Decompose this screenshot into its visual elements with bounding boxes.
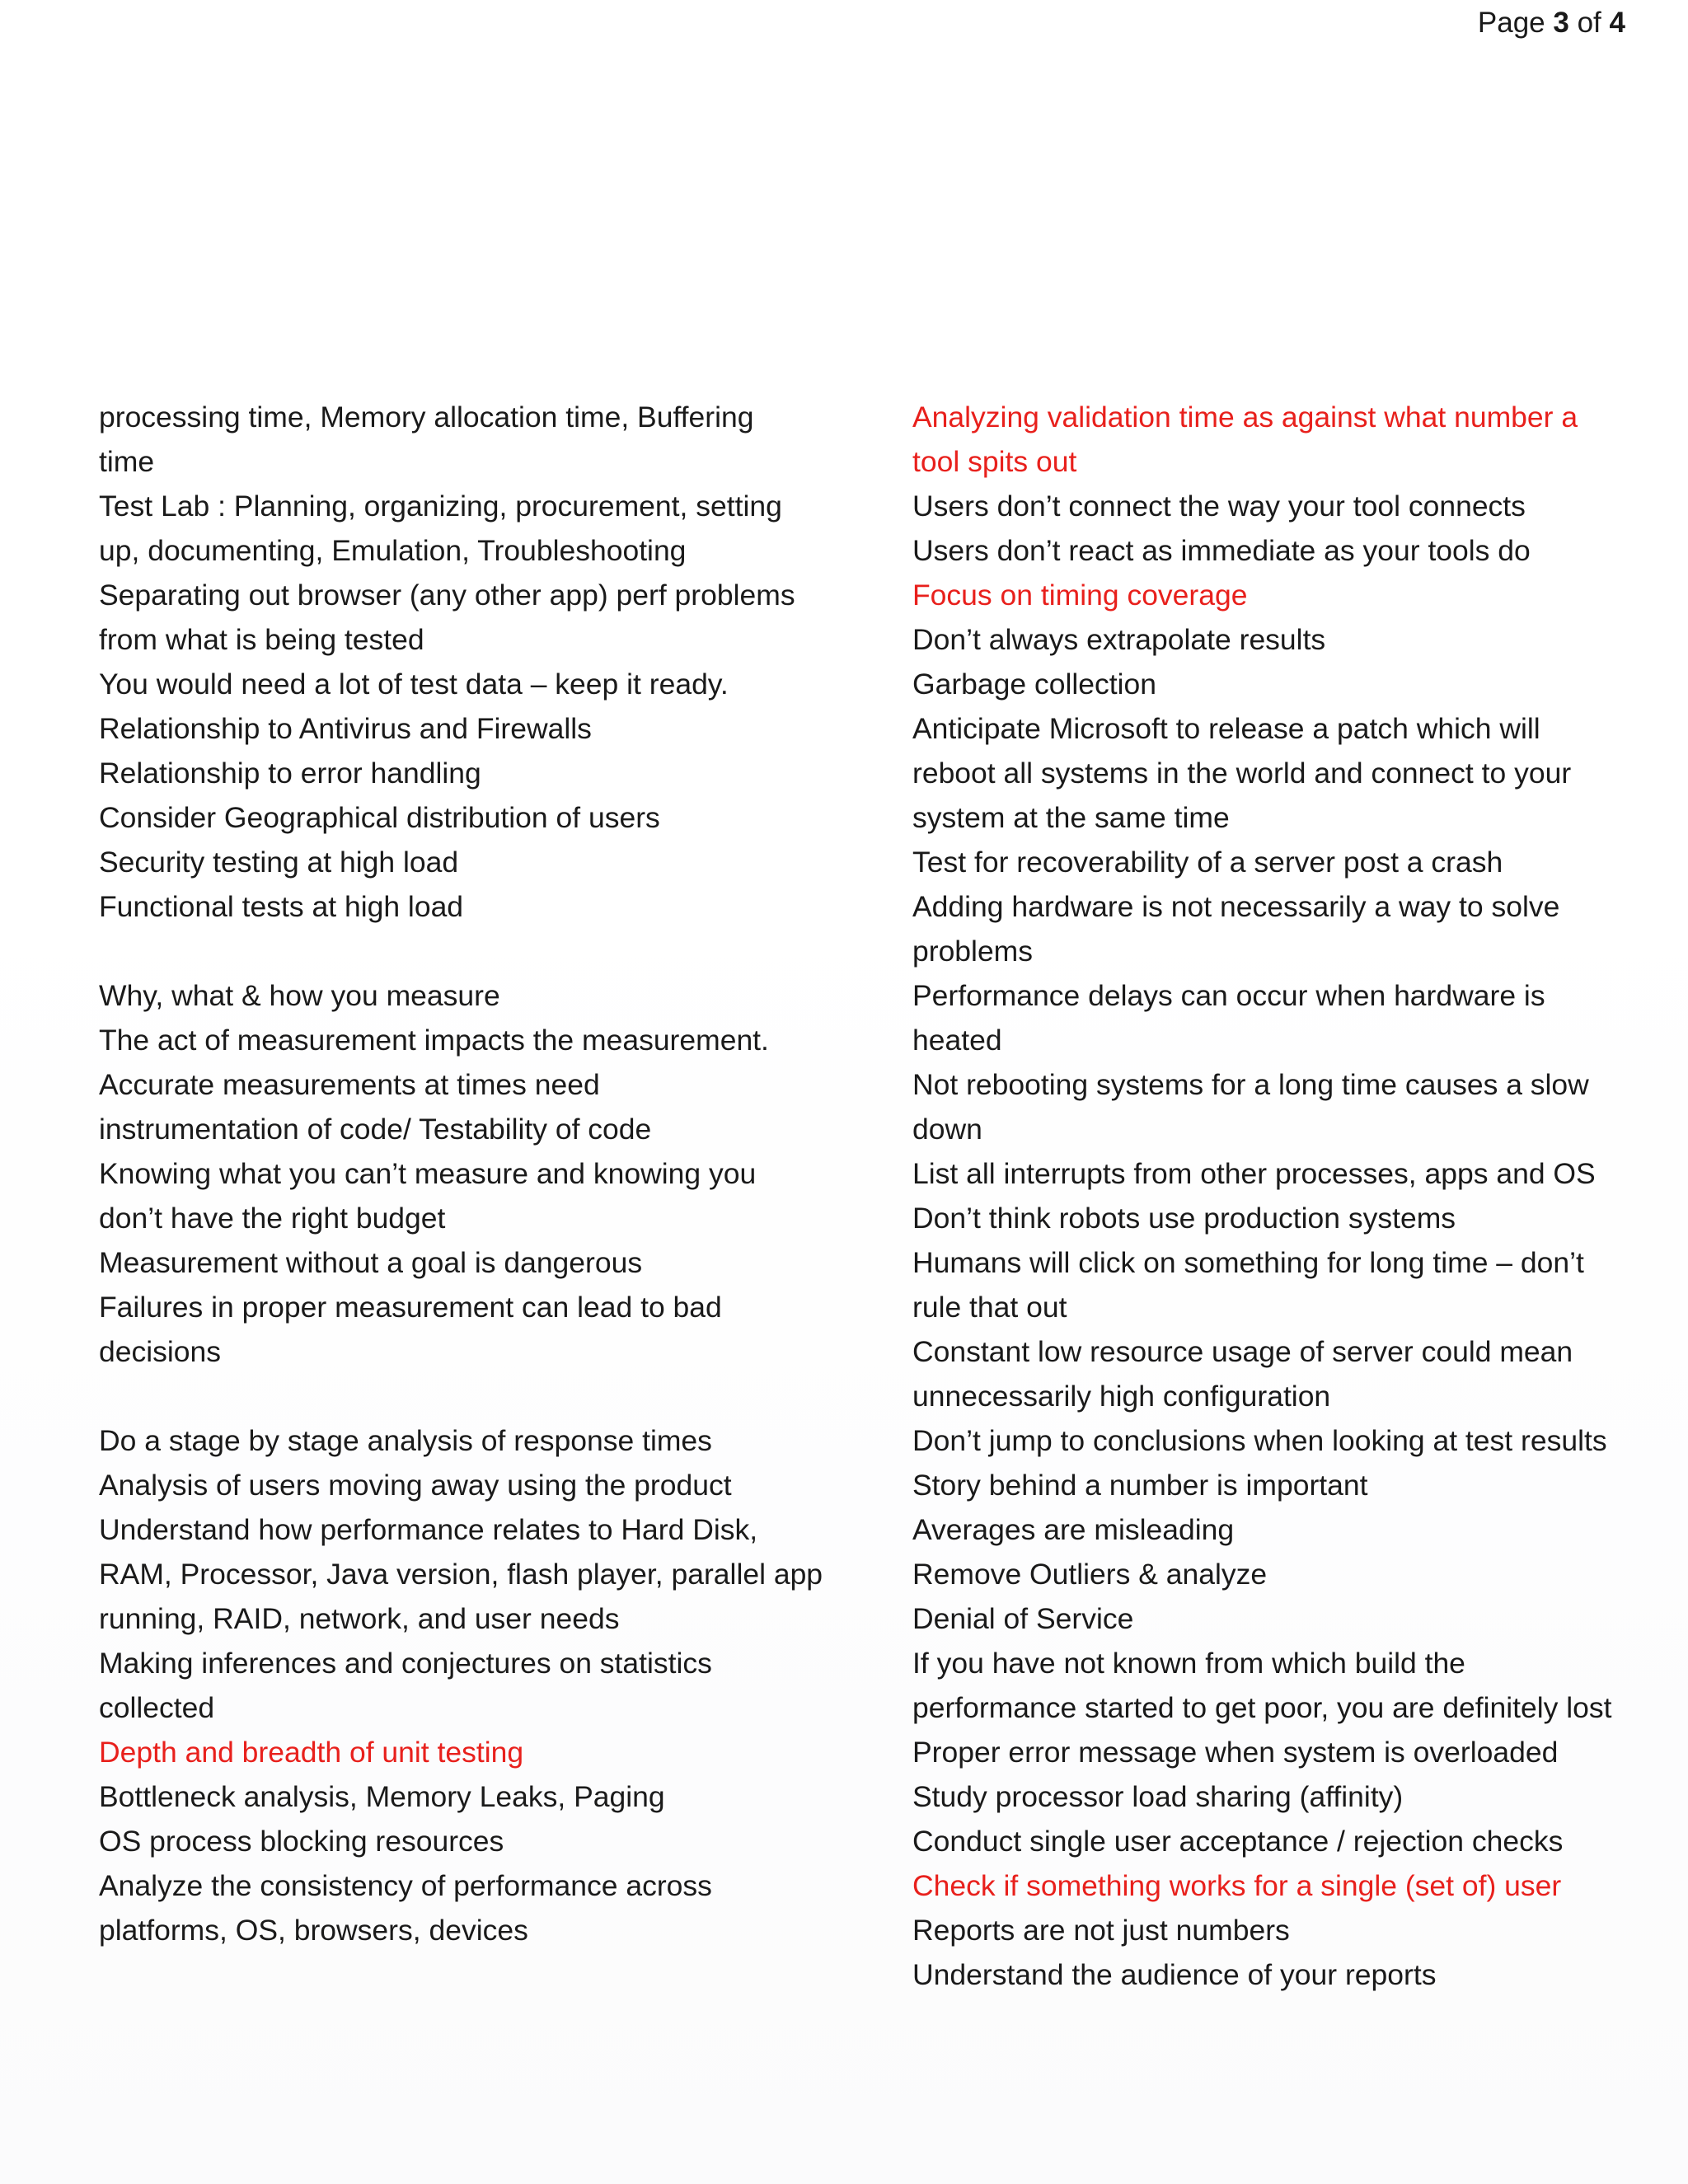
note-line: Averages are misleading	[912, 1513, 1235, 1546]
note-line: Understand the audience of your reports	[912, 1958, 1437, 1991]
note-line: Reports are not just numbers	[912, 1914, 1290, 1947]
note-line: down	[912, 1113, 982, 1146]
note-line: reboot all systems in the world and connect to your	[912, 757, 1572, 790]
left-text-column	[99, 395, 824, 1952]
highlighted-note-line: Focus on timing coverage	[912, 579, 1248, 612]
highlighted-note-line: tool spits out	[912, 445, 1077, 478]
note-line: platforms, OS, browsers, devices	[99, 1914, 528, 1947]
note-line: system at the same time	[912, 801, 1230, 834]
highlighted-note-line: Analyzing validation time as against what number a	[912, 401, 1578, 434]
note-line: RAM, Processor, Java version, flash player, parallel app	[99, 1558, 823, 1591]
highlighted-note-line: Depth and breadth of unit testing	[99, 1736, 524, 1769]
note-line: Anticipate Microsoft to release a patch which will	[912, 712, 1540, 745]
note-line: don’t have the right budget	[99, 1202, 446, 1235]
note-line: Relationship to Antivirus and Firewalls	[99, 712, 592, 745]
note-line: unnecessarily high configuration	[912, 1380, 1331, 1413]
note-line: running, RAID, network, and user needs	[99, 1602, 620, 1635]
note-line: Study processor load sharing (affinity)	[912, 1780, 1404, 1813]
note-line: Do a stage by stage analysis of response times	[99, 1424, 712, 1457]
note-line: rule that out	[912, 1291, 1067, 1324]
note-line: Denial of Service	[912, 1602, 1134, 1635]
note-line: Test for recoverability of a server post a crash	[912, 846, 1503, 879]
total-pages-number: 4	[1609, 7, 1625, 39]
note-line: Relationship to error handling	[99, 757, 481, 790]
section-heading: Why, what & how you measure	[99, 979, 500, 1012]
note-line: Analyze the consistency of performance across	[99, 1869, 712, 1902]
note-line: If you have not known from which build the	[912, 1647, 1465, 1680]
note-line: Accurate measurements at times need	[99, 1068, 600, 1101]
note-line: Don’t think robots use production systems	[912, 1202, 1456, 1235]
note-line: Proper error message when system is overloaded	[912, 1736, 1559, 1769]
note-line: collected	[99, 1691, 215, 1724]
note-line: Functional tests at high load	[99, 890, 464, 923]
note-line: Bottleneck analysis, Memory Leaks, Paging	[99, 1780, 665, 1813]
note-line: Conduct single user acceptance / rejection checks	[912, 1825, 1564, 1858]
note-line: OS process blocking resources	[99, 1825, 504, 1858]
note-line: Separating out browser (any other app) perf problems	[99, 579, 795, 612]
note-line: You would need a lot of test data – keep it ready.	[99, 668, 729, 701]
note-line: Not rebooting systems for a long time causes a slow	[912, 1068, 1589, 1101]
note-line: problems	[912, 935, 1034, 968]
page-separator: of	[1577, 7, 1601, 39]
note-line: Users don’t react as immediate as your tools do	[912, 534, 1531, 567]
current-page-number: 3	[1553, 7, 1569, 39]
note-line: instrumentation of code/ Testability of code	[99, 1113, 652, 1146]
note-line: up, documenting, Emulation, Troubleshooting	[99, 534, 687, 567]
note-line: decisions	[99, 1335, 221, 1368]
note-line: Story behind a number is important	[912, 1469, 1368, 1502]
note-line: Constant low resource usage of server could mean	[912, 1335, 1573, 1368]
note-line: Humans will click on something for long time – don’t	[912, 1246, 1584, 1279]
note-line: Understand how performance relates to Hard Disk,	[99, 1513, 758, 1546]
blank-line	[99, 929, 824, 973]
note-line: Garbage collection	[912, 668, 1157, 701]
note-line: Don’t jump to conclusions when looking at test results	[912, 1424, 1607, 1457]
note-line: Measurement without a goal is dangerous	[99, 1246, 643, 1279]
note-line: processing time, Memory allocation time, Buffering	[99, 401, 754, 434]
note-line: performance started to get poor, you are definitely lost	[912, 1691, 1612, 1724]
page-number	[1478, 7, 1625, 40]
note-line: Test Lab : Planning, organizing, procurement, setting	[99, 490, 782, 523]
note-line: Don’t always extrapolate results	[912, 623, 1326, 656]
blank-line	[99, 1374, 824, 1418]
note-line: Knowing what you can’t measure and knowing you	[99, 1157, 757, 1190]
note-line: Failures in proper measurement can lead to bad	[99, 1291, 722, 1324]
note-line: List all interrupts from other processes, apps and OS	[912, 1157, 1596, 1190]
note-line: Security testing at high load	[99, 846, 459, 879]
note-line: heated	[912, 1024, 1002, 1057]
note-line: time	[99, 445, 155, 478]
note-line: Remove Outliers & analyze	[912, 1558, 1268, 1591]
highlighted-note-line: Check if something works for a single (set of) user	[912, 1869, 1562, 1902]
note-line: Analysis of users moving away using the product	[99, 1469, 732, 1502]
note-line: Performance delays can occur when hardware is	[912, 979, 1545, 1012]
note-line: The act of measurement impacts the measurement.	[99, 1024, 769, 1057]
page-prefix: Page	[1477, 7, 1545, 39]
right-text-column	[912, 395, 1638, 1997]
note-line: from what is being tested	[99, 623, 424, 656]
note-line: Adding hardware is not necessarily a way to solve	[912, 890, 1560, 923]
note-line: Consider Geographical distribution of users	[99, 801, 660, 834]
note-line: Users don’t connect the way your tool connects	[912, 490, 1526, 523]
note-line: Making inferences and conjectures on statistics	[99, 1647, 712, 1680]
